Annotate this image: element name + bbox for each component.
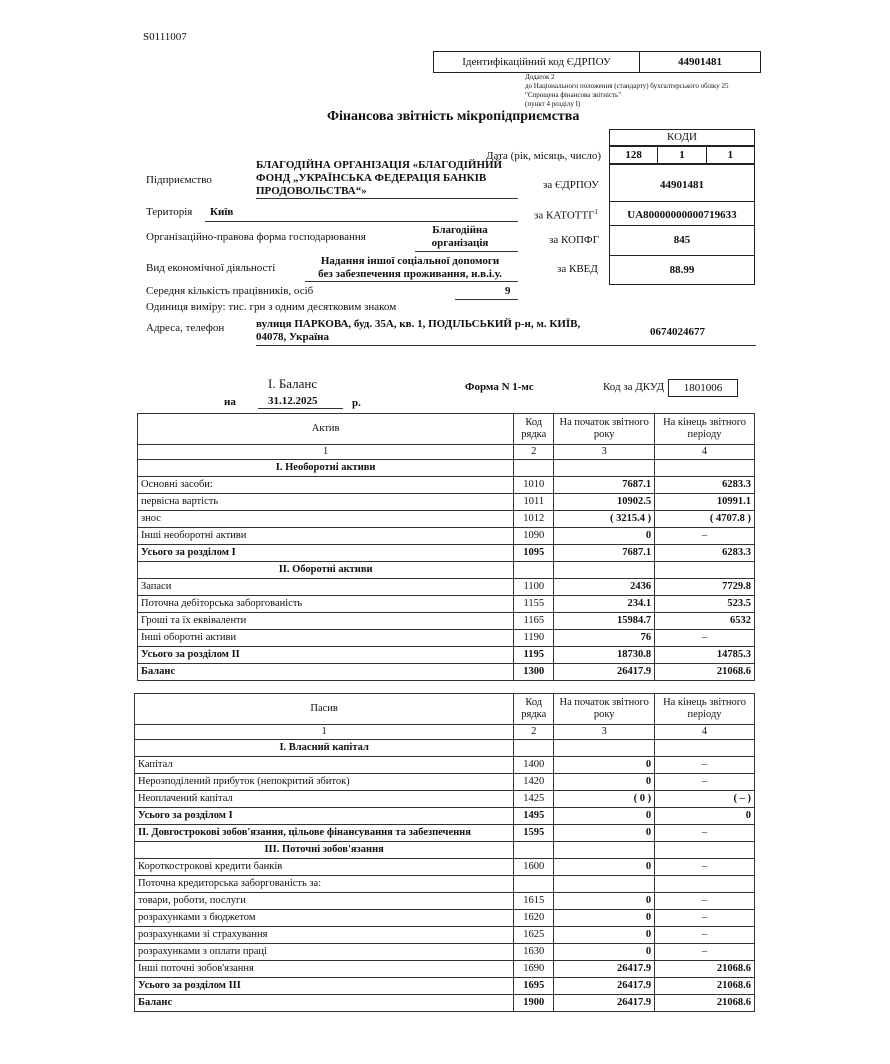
address-label: Адреса, телефон: [146, 322, 225, 334]
asset-line-code: 1195: [514, 647, 554, 664]
activity-value: [305, 255, 515, 281]
dkud-label: Код за ДКУД: [603, 381, 665, 393]
asset-start-value: 26417.9: [554, 664, 655, 681]
asset-end-value: 14785.3: [655, 647, 755, 664]
liability-line-code: 1625: [514, 927, 554, 944]
liability-line-name: Баланс: [135, 995, 514, 1012]
kved-code: 88.99: [669, 264, 695, 276]
phone-value: 0674024677: [650, 326, 705, 338]
balance-title: І. Баланс: [268, 376, 318, 391]
asset-code-header: Код рядка: [514, 414, 554, 445]
asset-line-name: Основні засоби:: [138, 477, 514, 494]
liability-line-name: Усього за розділом І: [135, 808, 514, 825]
asset-row: [138, 596, 755, 613]
liability-empty-cell: [655, 740, 755, 757]
asset-row: [138, 562, 755, 579]
staff-label: Середня кількість працівників, осіб: [146, 285, 314, 297]
asset-start-value: 7687.1: [554, 477, 655, 494]
asset-line-code: 1095: [514, 545, 554, 562]
appendix-line-2: до Національного положення (стандарту) бухгалтерського обліку 25: [525, 82, 729, 90]
assets-table: [137, 413, 755, 681]
staff-value: 9: [505, 285, 511, 297]
asset-end-value: 7729.8: [655, 579, 755, 596]
liability-line-name: Нерозподілений прибуток (непокритий збиток): [135, 774, 514, 791]
asset-line-name: Усього за розділом ІІ: [138, 647, 514, 664]
territory-value: Київ: [210, 206, 234, 218]
liability-row: [135, 944, 755, 961]
liability-line-name: Усього за розділом ІІІ: [135, 978, 514, 995]
liability-line-code: 1690: [514, 961, 554, 978]
liability-column-index: 4: [655, 725, 755, 740]
edrpou-id-value: 44901481: [678, 56, 722, 68]
asset-start-value: 76: [554, 630, 655, 647]
date-label: Дата (рік, місяць, число): [486, 150, 602, 162]
asset-line-code: 1155: [514, 596, 554, 613]
liability-code-header: Код рядка: [514, 694, 554, 725]
asset-row: [138, 664, 755, 681]
liability-header-row: [135, 694, 755, 725]
liability-row: [135, 893, 755, 910]
liability-end-value: –: [655, 859, 755, 876]
asset-line-name: первісна вартість: [138, 494, 514, 511]
liability-end-value: 21068.6: [655, 961, 755, 978]
asset-section-title: І. Необоротні активи: [138, 460, 514, 477]
liability-line-code: 1620: [514, 910, 554, 927]
liability-line-code: [514, 876, 554, 893]
liability-line-name: ІІ. Довгострокові зобов'язання, цільове фінансування та забезпечення: [135, 825, 514, 842]
liability-section-title: ІІІ. Поточні зобов'язання: [135, 842, 514, 859]
asset-empty-cell: [655, 562, 755, 579]
balance-year-suffix: р.: [352, 397, 361, 409]
liability-empty-cell: [514, 740, 554, 757]
balance-on-label: на: [224, 396, 236, 408]
appendix-line-1: Додаток 2: [525, 73, 555, 81]
liability-row: [135, 757, 755, 774]
asset-row: [138, 579, 755, 596]
liability-line-code: 1420: [514, 774, 554, 791]
liability-start-value: 0: [554, 944, 655, 961]
liability-row: [135, 774, 755, 791]
liability-end-value: –: [655, 893, 755, 910]
asset-row: [138, 528, 755, 545]
asset-start-value: 15984.7: [554, 613, 655, 630]
liability-row: [135, 740, 755, 757]
asset-column-index: 4: [655, 445, 755, 460]
date-cells: [609, 146, 755, 164]
liability-end-value: 21068.6: [655, 995, 755, 1012]
kopfg-label: за КОПФГ: [549, 234, 599, 246]
enterprise-name-line-2: ФОНД „УКРАЇНСЬКА ФЕДЕРАЦІЯ БАНКІВ: [256, 172, 487, 184]
liability-end-value: –: [655, 825, 755, 842]
appendix-line-4: (пункт 4 розділу І): [525, 100, 581, 108]
asset-row: [138, 647, 755, 664]
form-code: S0111007: [143, 31, 187, 43]
liability-line-name: Короткострокові кредити банків: [135, 859, 514, 876]
kved-label: за КВЕД: [557, 263, 598, 275]
liability-line-code: 1695: [514, 978, 554, 995]
asset-section-title: ІІ. Оборотні активи: [138, 562, 514, 579]
form-number: Форма N 1-мс: [465, 381, 534, 393]
liability-line-code: 1630: [514, 944, 554, 961]
asset-end-value: ( 4707.8 ): [655, 511, 755, 528]
codes-values-box: [609, 164, 755, 285]
liability-start-value: 26417.9: [554, 978, 655, 995]
date-year: 128: [610, 147, 658, 163]
enterprise-name-line-3: ПРОДОВОЛЬСТВА“»: [256, 185, 367, 197]
katottg-code: UA80000000000719633: [627, 209, 737, 221]
liability-start-value: ( 0 ): [554, 791, 655, 808]
katottg-label-text: за КАТОТТГ: [534, 209, 595, 222]
liability-start-value: 26417.9: [554, 961, 655, 978]
liability-end-value: [655, 876, 755, 893]
date-month: 1: [658, 147, 706, 163]
asset-empty-cell: [514, 562, 554, 579]
liability-line-code: 1495: [514, 808, 554, 825]
asset-line-code: 1090: [514, 528, 554, 545]
asset-line-code: 1010: [514, 477, 554, 494]
appendix-note: [525, 73, 728, 109]
asset-line-name: Гроші та їх еквіваленти: [138, 613, 514, 630]
liability-end-value: 0: [655, 808, 755, 825]
liability-section-title: І. Власний капітал: [135, 740, 514, 757]
appendix-line-3: "Спрощена фінансова звітність": [525, 91, 622, 99]
address-value: [256, 318, 580, 344]
asset-end-header: На кінець звітного періоду: [655, 414, 755, 445]
asset-line-code: 1300: [514, 664, 554, 681]
liability-end-value: –: [655, 910, 755, 927]
activity-line-1: Надання іншої соціальної допомоги: [320, 255, 500, 267]
edrpou-code: 44901481: [660, 179, 704, 191]
liability-start-value: 0: [554, 910, 655, 927]
liability-end-header: На кінець звітного періоду: [655, 694, 755, 725]
asset-start-value: 234.1: [554, 596, 655, 613]
asset-start-value: 10902.5: [554, 494, 655, 511]
asset-line-code: 1190: [514, 630, 554, 647]
asset-line-name: Запаси: [138, 579, 514, 596]
asset-column-index: 3: [554, 445, 655, 460]
liability-end-value: –: [655, 774, 755, 791]
asset-start-value: 7687.1: [554, 545, 655, 562]
liability-row: [135, 791, 755, 808]
liability-row: [135, 825, 755, 842]
edrpou-code-label: за ЄДРПОУ: [543, 179, 599, 191]
asset-row: [138, 613, 755, 630]
asset-empty-cell: [514, 460, 554, 477]
asset-empty-cell: [554, 460, 655, 477]
liability-row: [135, 995, 755, 1012]
liability-line-code: 1595: [514, 825, 554, 842]
liability-line-name: Неоплачений капітал: [135, 791, 514, 808]
asset-end-value: 523.5: [655, 596, 755, 613]
legal-form-line-1: Благодійна: [432, 224, 488, 236]
liability-line-code: 1615: [514, 893, 554, 910]
asset-end-value: 6283.3: [655, 477, 755, 494]
asset-line-name: Усього за розділом І: [138, 545, 514, 562]
asset-line-name: Інші оборотні активи: [138, 630, 514, 647]
edrpou-id-label: Ідентифікаційний код ЄДРПОУ: [434, 52, 640, 72]
activity-label: Вид економічної діяльності: [146, 262, 276, 274]
asset-start-header: На початок звітного року: [554, 414, 655, 445]
territory-label: Територія: [146, 206, 193, 218]
date-day: 1: [727, 149, 734, 161]
address-line-1: вулиця ПАРКОВА, буд. 35А, кв. 1, ПОДІЛЬСЬКИЙ р-н, м. КИЇВ,: [256, 318, 581, 330]
liability-row: [135, 808, 755, 825]
liability-row: [135, 961, 755, 978]
asset-line-code: 1165: [514, 613, 554, 630]
asset-row: [138, 545, 755, 562]
liability-line-code: 1600: [514, 859, 554, 876]
liability-row: [135, 859, 755, 876]
liability-end-value: –: [655, 944, 755, 961]
enterprise-label: Підприємство: [146, 174, 212, 186]
asset-row: [138, 494, 755, 511]
liability-start-value: 0: [554, 927, 655, 944]
liability-row: [135, 876, 755, 893]
asset-line-name: Баланс: [138, 664, 514, 681]
katottg-label: [534, 208, 598, 222]
dkud-value: 1801006: [668, 379, 738, 397]
liability-start-value: 0: [554, 757, 655, 774]
asset-column-index: 2: [514, 445, 554, 460]
asset-line-name: знос: [138, 511, 514, 528]
asset-name-header: Актив: [138, 414, 514, 445]
asset-row: [138, 477, 755, 494]
liability-line-code: 1425: [514, 791, 554, 808]
address-line-2: 04078, Україна: [256, 331, 330, 343]
liability-end-value: –: [655, 927, 755, 944]
asset-header-row: [138, 414, 755, 445]
codes-header: КОДИ: [609, 129, 755, 146]
asset-row: [138, 630, 755, 647]
asset-end-value: 6283.3: [655, 545, 755, 562]
liability-start-value: 0: [554, 808, 655, 825]
asset-end-value: 10991.1: [655, 494, 755, 511]
liability-start-value: 0: [554, 774, 655, 791]
liability-line-name: Капітал: [135, 757, 514, 774]
liability-row: [135, 927, 755, 944]
liability-start-value: 0: [554, 893, 655, 910]
liability-end-value: –: [655, 757, 755, 774]
unit-text: Одиниця виміру: тис. грн з одним десятковим знаком: [146, 301, 397, 313]
kopfg-code: 845: [673, 234, 691, 246]
asset-row: [138, 511, 755, 528]
liability-line-name: Інші поточні зобов'язання: [135, 961, 514, 978]
page-title: Фінансова звітність мікропідприємства: [327, 109, 580, 124]
enterprise-name: [256, 159, 502, 198]
liability-line-code: 1900: [514, 995, 554, 1012]
liability-line-name: розрахунками зі страхування: [135, 927, 514, 944]
liability-row: [135, 978, 755, 995]
liability-column-index: 2: [514, 725, 554, 740]
asset-start-value: 0: [554, 528, 655, 545]
asset-end-value: 21068.6: [655, 664, 755, 681]
liability-index-row: [135, 725, 755, 740]
liability-name-header: Пасив: [135, 694, 514, 725]
asset-index-row: [138, 445, 755, 460]
liability-empty-cell: [655, 842, 755, 859]
liability-start-header: На початок звітного року: [554, 694, 655, 725]
edrpou-id-box: [433, 51, 761, 73]
asset-end-value: –: [655, 630, 755, 647]
liability-line-name: Поточна кредиторська заборгованість за:: [135, 876, 514, 893]
liability-line-name: товари, роботи, послуги: [135, 893, 514, 910]
liability-row: [135, 910, 755, 927]
asset-line-code: 1100: [514, 579, 554, 596]
asset-start-value: ( 3215.4 ): [554, 511, 655, 528]
asset-end-value: 6532: [655, 613, 755, 630]
liability-end-value: ( – ): [655, 791, 755, 808]
katottg-footnote: 1: [594, 208, 599, 216]
asset-end-value: –: [655, 528, 755, 545]
asset-line-code: 1011: [514, 494, 554, 511]
asset-start-value: 18730.8: [554, 647, 655, 664]
liability-start-value: 0: [554, 859, 655, 876]
legal-form-label: Організаційно-правова форма господарювання: [146, 231, 366, 243]
liability-empty-cell: [514, 842, 554, 859]
asset-empty-cell: [655, 460, 755, 477]
legal-form-line-2: організація: [431, 237, 489, 249]
asset-line-code: 1012: [514, 511, 554, 528]
liability-empty-cell: [554, 842, 655, 859]
enterprise-name-line-1: БЛАГОДІЙНА ОРГАНІЗАЦІЯ «БЛАГОДІЙНИЙ: [256, 159, 503, 171]
asset-empty-cell: [554, 562, 655, 579]
asset-start-value: 2436: [554, 579, 655, 596]
liability-empty-cell: [554, 740, 655, 757]
liability-row: [135, 842, 755, 859]
activity-line-2: без забезпечення проживання, н.в.і.у.: [318, 268, 502, 280]
liability-start-value: [554, 876, 655, 893]
asset-line-name: Поточна дебіторська заборгованість: [138, 596, 514, 613]
liability-line-code: 1400: [514, 757, 554, 774]
liability-start-value: 0: [554, 825, 655, 842]
liability-start-value: 26417.9: [554, 995, 655, 1012]
asset-row: [138, 460, 755, 477]
asset-line-name: Інші необоротні активи: [138, 528, 514, 545]
balance-date: 31.12.2025: [268, 395, 318, 407]
liabilities-table: [134, 693, 755, 1012]
legal-form-value: [415, 224, 505, 250]
liability-end-value: 21068.6: [655, 978, 755, 995]
liability-column-index: 1: [135, 725, 514, 740]
liability-column-index: 3: [554, 725, 655, 740]
asset-column-index: 1: [138, 445, 514, 460]
liability-line-name: розрахунками з оплати праці: [135, 944, 514, 961]
liability-line-name: розрахунками з бюджетом: [135, 910, 514, 927]
